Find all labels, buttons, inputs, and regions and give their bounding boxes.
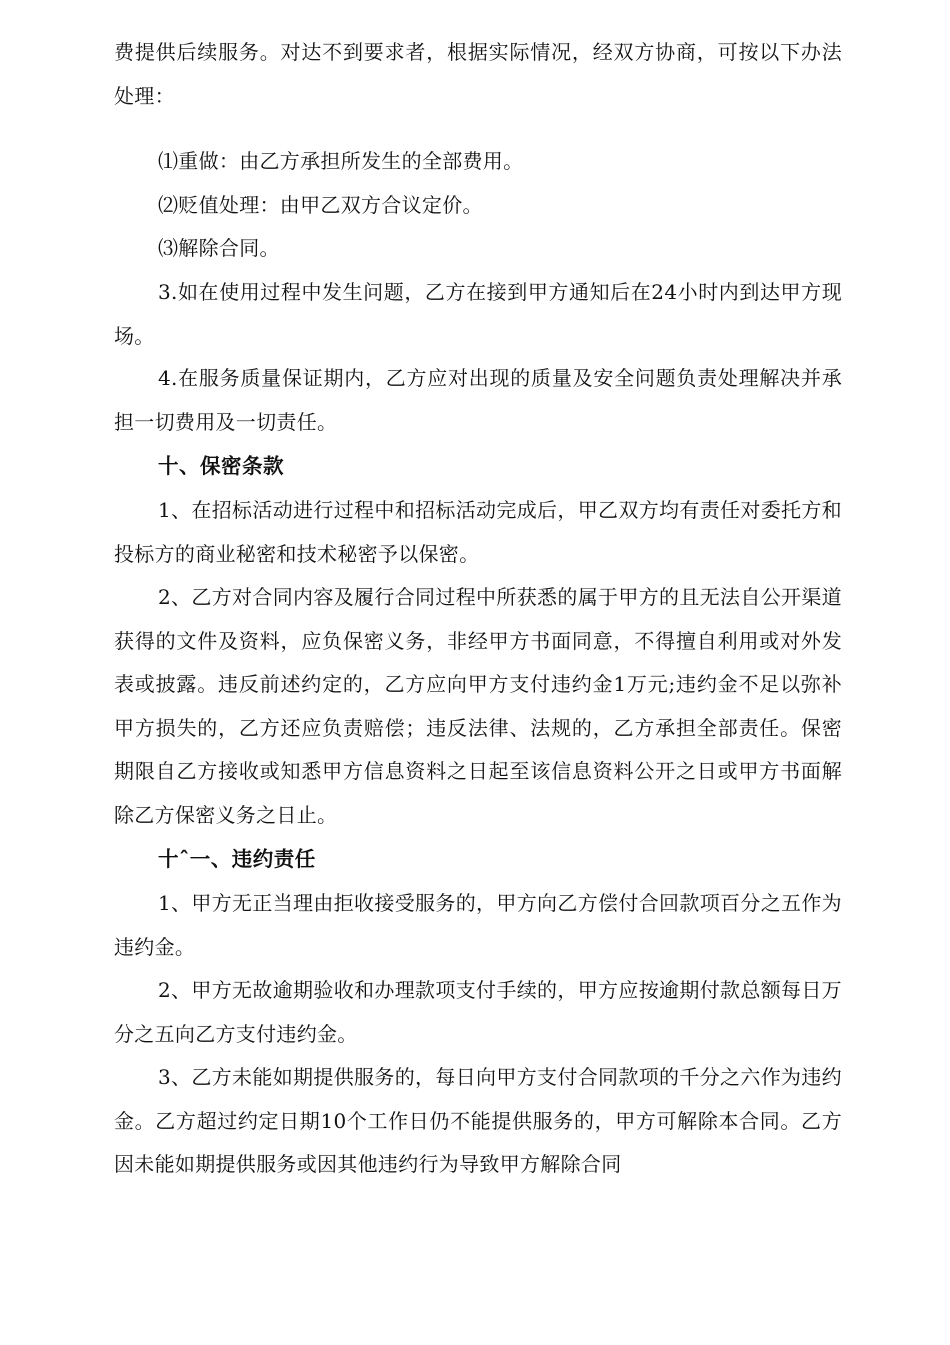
list-item-depreciation: ⑵贬值处理：由甲乙双方合议定价。 bbox=[158, 193, 483, 217]
section-heading-liability: 十ˆ一、违约责任 bbox=[158, 847, 316, 871]
clause-3-onsite: 3.如在使用过程中发生问题，乙方在接到甲方通知后在24小时内到达甲方现场。 bbox=[114, 280, 842, 348]
confidentiality-clause-1: 1、在招标活动进行过程中和招标活动完成后，甲乙双方均有责任对委托方和投标方的商业秘密和技术秘密予以保密。 bbox=[114, 498, 842, 566]
liability-clause-2: 2、甲方无故逾期验收和办理款项支付手续的，甲方应按逾期付款总额每日万分之五向乙方支付违约金。 bbox=[114, 978, 842, 1046]
section-heading-confidentiality: 十、保密条款 bbox=[158, 454, 284, 478]
liability-clause-3: 3、乙方未能如期提供服务的，每日向甲方支付合同款项的千分之六作为违约金。乙方超过约定日期10个工作日仍不能提供服务的，甲方可解除本合同。乙方因未能如期提供服务或因其他违约行为导致甲方解除合同 bbox=[114, 1065, 842, 1176]
list-item-redo: ⑴重做：由乙方承担所发生的全部费用。 bbox=[158, 149, 524, 173]
confidentiality-clause-2: 2、乙方对合同内容及履行合同过程中所获悉的属于甲方的且无法自公开渠道获得的文件及资料，应负保密义务，非经甲方书面同意，不得擅自利用或对外发表或披露。违反前述约定的，乙方应向甲方支付违约金1万元;违约金不足以弥补甲方损失的，乙方还应负责赔偿；违反法律、法规的，乙方承担全部责任。保密期限自乙方接收或知悉甲方信息资料之日起至该信息资料公开之日或甲方书面解除乙方保密义务之日止。 bbox=[114, 585, 842, 827]
clause-4-warranty: 4.在服务质量保证期内，乙方应对出现的质量及安全问题负责处理解决并承担一切费用及一切责任。 bbox=[114, 366, 842, 434]
list-item-terminate: ⑶解除合同。 bbox=[158, 236, 280, 260]
paragraph-continuation: 费提供后续服务。对达不到要求者，根据实际情况，经双方协商，可按以下办法处理： bbox=[114, 40, 842, 108]
liability-clause-1: 1、甲方无正当理由拒收接受服务的，甲方向乙方偿付合回款项百分之五作为违约金。 bbox=[114, 891, 842, 959]
